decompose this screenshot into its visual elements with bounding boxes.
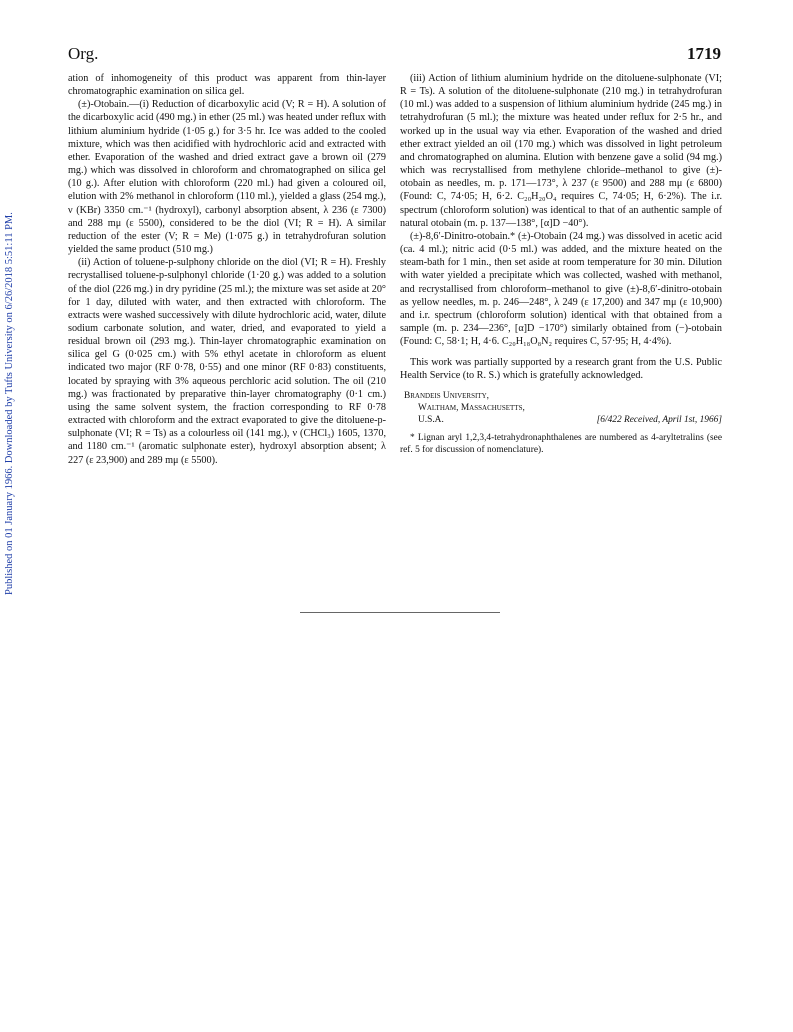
- paragraph-sulphonyl-chloride: (ii) Action of toluene-p-sulphony chloride on the diol (VI; R = H). Freshly recrystallised toluene-p-sulphonyl chloride (1·20 g.) was added to a solution of the diol (226 mg.) in dry pyridine (25 ml.); the mixture was set aside at 20° for 1 day, diluted with water, and then extracted with chloroform. The extracts were washed successively with dilute hydrochloric acid, water, dilute sodium carbonate solution, and water, dried, and evaporated to yield a residual brown oil (293 mg.). Thin-layer chromatographic examination on silica gel G (0·025 cm.) with 5% ethyl acetate in chloroform as eluent indicated two major (RF 0·78, 0·55) and one minor (RF 0·83) constituents, located by spraying with 3% aqueous perchloric acid solution. The oil (210 mg.) was fractionated by preparative thin-layer chromatography (0·1 cm.) using the same solvent system, the fraction corresponding to RF 0·78 extracted with chloroform and the extract evaporated to give the ditoluene-p-sulphonate (VI; R = Ts) as a colourless oil (141 mg.), ν (CHCl₃) 1605, 1370, and 1180 cm.⁻¹ (aromatic sulphonate ester), hydroxyl absorption absent; λ 227 (ε 23,900) and 289 mμ (ε 5500).: [68, 257, 386, 466]
- affiliation-country: U.S.A.: [418, 414, 444, 425]
- affiliation-university: Brandeis University,: [404, 390, 489, 401]
- paragraph-continuation: ation of inhomogeneity of this product was apparent from thin-layer chromatographic examination on silica gel.: [68, 73, 386, 98]
- page-header: [68, 44, 721, 66]
- paragraph-dinitro-otobain: (±)-8,6′-Dinitro-otobain.* (±)-Otobain (24 mg.) was dissolved in acetic acid (ca. 4 ml.); nitric acid (0·5 ml.) was added, and the mixture heated on the steam-bath for 1 min., then set aside at room temperature for 30 min. Dilution with water yielded a precipitate which was collected, washed with methanol, and recrystallised from chloroform–methanol to give (±)-8,6′-dinitro-otobain as yellow needles, m. p. 246—248°, λ 249 (ε 17,200) and 347 mμ (ε 10,900) and i.r. spectrum (chloroform solution) identical with that obtained from a sample (m. p. 234—236°, [α]D −170°) similarly obtained from (−)-otobain (Found: C, 58·1; H, 4·6. C₂₀H₁₈O₈N₂ requires C, 57·95; H, 4·4%).: [400, 230, 722, 348]
- affiliation-block: [400, 390, 722, 426]
- page-number: 1719: [687, 44, 721, 63]
- affiliation-city: Waltham, Massachusetts,: [418, 402, 525, 413]
- journal-name: Org.: [68, 44, 99, 63]
- acknowledgement: This work was partially supported by a research grant from the U.S. Public Health Service (to R. S.) which is gratefully acknowledged.: [400, 357, 722, 382]
- right-column: [400, 72, 722, 456]
- received-reference: [6/422 Received, April 1st, 1966]: [596, 414, 722, 425]
- end-rule: [300, 612, 500, 613]
- download-side-note[interactable]: Published on 01 January 1966. Downloaded by Tufts University on 6/26/2018 5:51:11 PM.: [4, 212, 15, 595]
- footnote: * Lignan aryl 1,2,3,4-tetrahydronaphthalenes are numbered as 4-aryltetralins (see ref. 5 for discussion of nomenclature).: [400, 432, 722, 455]
- paragraph-lithium-hydride: (iii) Action of lithium aluminium hydride on the ditoluene-sulphonate (VI; R = Ts). A solution of the ditoluene-sulphonate (210 mg.) in tetrahydrofuran (10 ml.) was added to a suspension of lithium aluminium hydride (245 mg.) in tetrahydrofuran (5 ml.); the mixture was heated under reflux for 2·5 hr., and worked up in the usual way via ether. Evaporation of the washed and dried ether extract yielded an oil (170 mg.) which was dissolved in light petroleum and chromatographed on alumina. Elution with benzene gave a solid (94 mg.) which was recrystallised from methylene chloride–methanol to give (±)-otobain as needles, m. p. 171—173°, λ 237 (ε 9500) and 288 mμ (ε 6800) (Found: C, 74·05; H, 6·2. C₂₀H₂₀O₄ requires C, 74·05; H, 6·2%). The i.r. spectrum (chloroform solution) was identical to that of an authentic sample of natural otobain (m. p. 137—138°, [α]D −40°).: [400, 73, 722, 229]
- paragraph-otobain-reduction: (±)-Otobain.—(i) Reduction of dicarboxylic acid (V; R = H). A solution of the dicarboxylic acid (490 mg.) in ether (25 ml.) was heated under reflux with lithium aluminium hydride (1·05 g.) for 3·5 hr. Ice was added to the cooled mixture, which was then acidified with hydrochloric acid and extracted with ether. Evaporation of the washed and dried extract gave a brown oil (279 mg.) which was dissolved in chloroform and chromatographed on silica gel (10 g.). After elution with chloroform (220 ml.) had given a coloured oil, elution with 2% methanol in chloroform (110 ml.), yielded a glass (254 mg.), ν (KBr) 3350 cm.⁻¹ (hydroxyl), carbonyl absorption absent, λ 236 (ε 7300) and 288 mμ (ε 5500), considered to be the diol (VI; R = H). A similar reduction of the ester (V; R = Me) (1·075 g.) in tetrahydrofuran solution yielded the same product (510 mg.): [68, 99, 386, 256]
- affiliation-country-row: [400, 414, 722, 426]
- left-column: [68, 72, 386, 467]
